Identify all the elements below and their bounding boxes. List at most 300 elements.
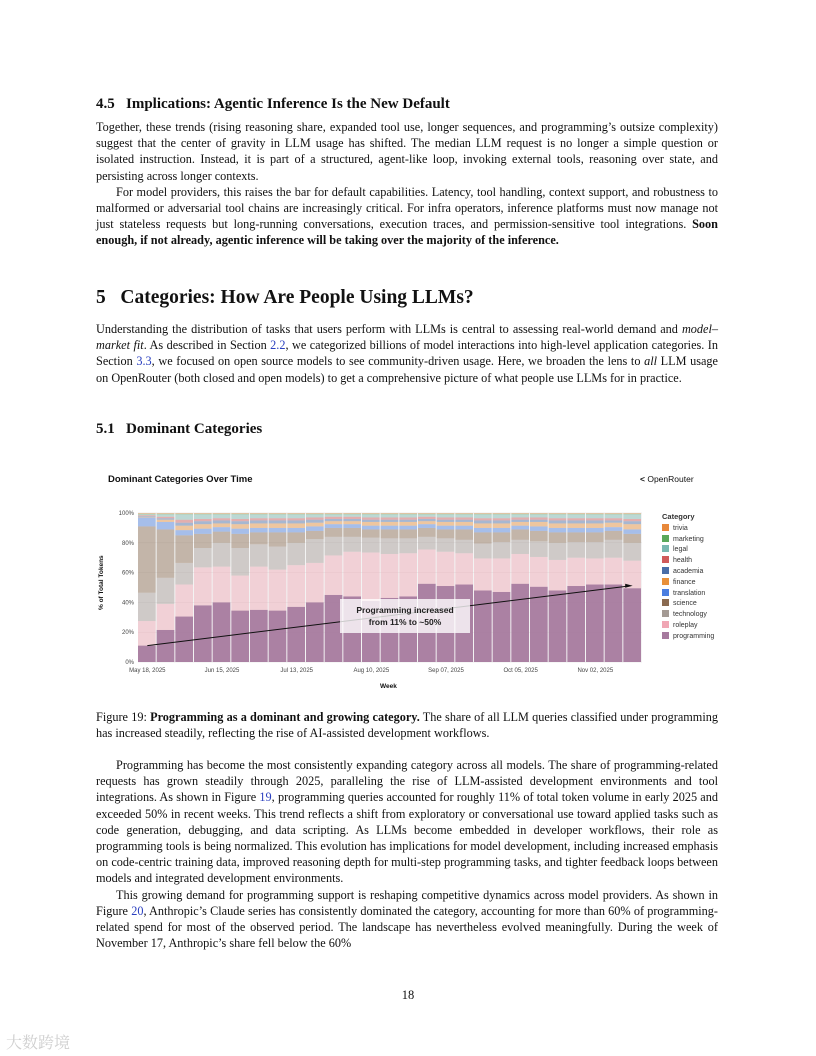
caption-body: The share of all LLM queries classified under programming has increased steadily, reflecting the rise of AI-assisted development workflows. <box>96 710 718 741</box>
bar-segment-health <box>437 517 455 519</box>
bar-segment-trivia <box>157 513 175 514</box>
legend-swatch <box>662 535 669 542</box>
bar-segment-health <box>399 517 417 519</box>
bar-segment-translation <box>175 530 193 535</box>
bar-segment-programming <box>549 590 567 662</box>
bar-segment-technology <box>586 542 604 558</box>
bar-segment-science <box>493 532 511 542</box>
bar-segment-finance <box>343 521 361 524</box>
text: , Anthropic’s Claude series has consistently dominated the category, accounting for more than 60% of programming-related spend for most of the observed period. The landscape has nevertheless evolved meaningfully. During the week of November 17, Anthropic’s share fell below the 60% <box>96 903 718 951</box>
bar-segment-finance <box>586 523 604 527</box>
bar-segment-science <box>437 529 455 538</box>
section-heading <box>96 287 718 309</box>
annotation-line-2: from 11% to ~50% <box>368 617 442 627</box>
bar-segment-health <box>530 517 548 519</box>
bar-segment-legal <box>418 514 436 516</box>
bar-segment-trivia <box>381 513 399 514</box>
bar-segment-technology <box>157 578 175 604</box>
bar-segment-programming <box>269 611 287 662</box>
bar-segment-marketing <box>306 514 324 515</box>
figure-caption <box>96 709 718 741</box>
bar-segment-programming <box>287 607 305 662</box>
bar-segment-legal <box>362 514 380 517</box>
figure-label: Figure 19: <box>96 710 151 724</box>
bar-segment-trivia <box>194 513 212 514</box>
bar-segment-academia <box>511 520 529 522</box>
legend-label: technology <box>673 611 707 619</box>
bar-segment-technology <box>194 548 212 567</box>
legend-label: academia <box>673 567 704 575</box>
bar-segment-science <box>343 528 361 537</box>
bar-segment-health <box>250 518 268 520</box>
bar-segment-health <box>269 518 287 520</box>
bar-segment-roleplay <box>493 558 511 592</box>
bar-segment-marketing <box>231 514 249 515</box>
bar-segment-finance <box>549 523 567 527</box>
x-tick-label: Jun 15, 2025 <box>204 668 240 674</box>
bar-segment-trivia <box>175 513 193 514</box>
text: , we focused on open source models to see community-driven usage. Here, we broaden the lens to <box>151 354 645 369</box>
legend-label: trivia <box>673 524 688 532</box>
bar-segment-finance <box>530 522 548 526</box>
bar-segment-marketing <box>530 514 548 515</box>
bar-segment-translation <box>530 526 548 530</box>
bar-segment-technology <box>511 540 529 554</box>
bar-segment-roleplay <box>418 550 436 584</box>
bar-segment-roleplay <box>381 554 399 598</box>
y-axis-label-text: % of Total Tokens <box>98 555 105 610</box>
bar-segment-science <box>287 532 305 542</box>
bar-segment-finance <box>437 522 455 526</box>
bar-segment-marketing <box>157 514 175 515</box>
bar-segment-roleplay <box>250 567 268 610</box>
bar-segment-roleplay <box>175 585 193 617</box>
x-tick-label: Sep 07, 2025 <box>428 668 464 674</box>
bar-segment-translation <box>511 526 529 530</box>
bar-segment-roleplay <box>269 570 287 611</box>
bar-segment-science <box>157 529 175 577</box>
bar-segment-finance <box>269 523 287 527</box>
x-tick-label: Oct 05, 2025 <box>503 668 538 674</box>
bar-segment-health <box>605 518 623 520</box>
bar-segment-health <box>306 517 324 519</box>
bar-segment-trivia <box>306 513 324 514</box>
bar-segment-science <box>549 532 567 542</box>
bar-segment-legal <box>399 514 417 517</box>
bar-segment-health <box>157 517 175 518</box>
bar-segment-finance <box>325 521 343 524</box>
bar-segment-legal <box>194 514 212 518</box>
x-tick-label: Nov 02, 2025 <box>577 668 614 674</box>
section-link[interactable]: 2.2 <box>270 338 286 353</box>
legend-label: finance <box>673 578 696 586</box>
bar-segment-roleplay <box>287 565 305 607</box>
bar-segment-legal <box>157 514 175 516</box>
bar-segment-translation <box>287 528 305 532</box>
bar-segment-marketing <box>549 514 567 515</box>
bar-segment-marketing <box>399 514 417 515</box>
bar-segment-programming <box>567 586 585 662</box>
bar-segment-technology <box>530 541 548 557</box>
bar-segment-trivia <box>362 513 380 514</box>
bar-segment-trivia <box>567 513 585 514</box>
bar-segment-academia <box>287 520 305 523</box>
caption-title: Programming as a dominant and growing category. <box>150 710 420 724</box>
legend-item-programming <box>662 632 714 643</box>
legend-item-trivia <box>662 524 714 535</box>
bar-segment-trivia <box>325 513 343 514</box>
annotation-line-1: Programming increased <box>356 605 454 615</box>
bar-segment-legal <box>343 514 361 516</box>
bar-segment-translation <box>623 529 641 533</box>
text: Understanding the distribution of tasks that users perform with LLMs is central to assessing real-world demand and <box>96 322 682 336</box>
bar-segment-health <box>567 518 585 520</box>
section-number: 5.1 <box>96 421 115 437</box>
bar-segment-programming <box>474 590 492 662</box>
legend-swatch <box>662 567 669 574</box>
bar-segment-marketing <box>455 514 473 515</box>
bar-segment-finance <box>567 523 585 527</box>
bar-segment-finance <box>399 522 417 526</box>
bar-segment-translation <box>213 527 231 531</box>
bar-segment-academia <box>549 520 567 523</box>
bar-segment-legal <box>437 514 455 517</box>
section-heading <box>96 421 718 438</box>
chart-title: Dominant Categories Over Time <box>108 474 253 485</box>
bar-segment-programming <box>213 602 231 662</box>
bar-segment-technology <box>343 537 361 552</box>
legend-label: programming <box>673 632 715 640</box>
bar-segment-science <box>213 532 231 543</box>
bar-segment-finance <box>623 524 641 529</box>
legend-swatch <box>662 524 669 531</box>
bar-segment-health <box>213 518 231 520</box>
text: This growing demand for programming support is reshaping competitive dynamics across model providers. As shown in Figure <box>96 887 718 918</box>
bar-segment-programming <box>623 588 641 662</box>
bar-segment-finance <box>231 524 249 528</box>
bar-segment-academia <box>175 523 193 526</box>
bar-segment-roleplay <box>157 604 175 630</box>
bar-segment-academia <box>250 520 268 523</box>
paragraph <box>96 887 718 952</box>
bar-segment-health <box>231 519 249 521</box>
bar-segment-marketing <box>343 514 361 515</box>
bar-segment-academia <box>567 520 585 523</box>
bar-segment-roleplay <box>567 558 585 586</box>
bar-segment-technology <box>437 538 455 551</box>
bar-segment-programming <box>250 610 268 662</box>
bar-segment-health <box>455 517 473 519</box>
legend-item-legal <box>662 545 714 556</box>
bar-segment-legal <box>381 514 399 517</box>
x-axis-label: Week <box>380 683 397 690</box>
bar-segment-science <box>362 529 380 537</box>
section-title: Dominant Categories <box>126 421 263 437</box>
caption-text <box>96 709 718 741</box>
bar-segment-trivia <box>138 513 156 514</box>
bar-segment-marketing <box>586 514 604 515</box>
bar-segment-translation <box>455 526 473 530</box>
bar-segment-technology <box>269 547 287 570</box>
bar-segment-health <box>623 519 641 521</box>
bar-segment-science <box>418 528 436 537</box>
bar-segment-trivia <box>269 513 287 514</box>
bar-segment-roleplay <box>605 558 623 585</box>
bar-segment-technology <box>138 593 156 621</box>
bar-segment-legal <box>325 514 343 516</box>
bar-segment-translation <box>399 526 417 530</box>
legend-swatch <box>662 589 669 596</box>
text: , we categorized billions of model interactions into high-level application categories. In Section <box>96 338 718 369</box>
bar-segment-translation <box>437 526 455 530</box>
bar-segment-programming <box>586 585 604 662</box>
bar-segment-trivia <box>399 513 417 514</box>
bar-segment-translation <box>138 517 156 526</box>
italic-text: all <box>644 354 658 369</box>
text: . As described in Section <box>143 338 271 353</box>
bar-segment-marketing <box>175 514 193 515</box>
bar-segment-health <box>381 517 399 519</box>
y-tick-label: 80% <box>121 540 134 547</box>
section-number: 5 <box>96 287 106 308</box>
bar-segment-roleplay <box>362 552 380 600</box>
bar-segment-programming <box>194 605 212 662</box>
bar-segment-finance <box>194 524 212 528</box>
bar-segment-translation <box>418 524 436 528</box>
bar-segment-technology <box>325 537 343 556</box>
bar-segment-trivia <box>231 513 249 514</box>
bar-segment-technology <box>623 543 641 561</box>
bar-segment-technology <box>306 539 324 563</box>
bar-segment-health <box>287 518 305 520</box>
bar-segment-legal <box>306 514 324 517</box>
bar-segment-science <box>455 529 473 539</box>
paragraph: Together, these trends (rising reasoning share, expanded tool use, longer sequences, and programming’s outsize complexity) suggest that the center of gravity in LLM usage has shifted. The median LLM request is no longer a simple question or isolated instruction. Instead, it is part of a structured, agent-like loop, invoking external tools, reasoning over state, and persisting across longer contexts. <box>96 120 718 183</box>
bar-segment-programming <box>325 595 343 662</box>
bar-segment-marketing <box>325 514 343 515</box>
bar-segment-science <box>175 535 193 563</box>
bar-segment-science <box>138 526 156 592</box>
bar-segment-technology <box>567 542 585 558</box>
bar-segment-academia <box>605 520 623 522</box>
bar-segment-finance <box>474 523 492 527</box>
bar-segment-roleplay <box>231 576 249 611</box>
bar-segment-academia <box>213 520 231 523</box>
bar-segment-translation <box>605 527 623 531</box>
bar-segment-legal <box>175 514 193 519</box>
bar-segment-finance <box>138 517 156 518</box>
legend-swatch <box>662 578 669 585</box>
bar-segment-trivia <box>511 513 529 514</box>
legend-item-health <box>662 556 714 567</box>
bar-segment-health <box>362 517 380 519</box>
bar-segment-academia <box>194 521 212 524</box>
bar-segment-trivia <box>213 513 231 514</box>
legend-item-roleplay <box>662 621 714 632</box>
bar-segment-technology <box>250 544 268 566</box>
legend-item-marketing <box>662 535 714 546</box>
bar-segment-roleplay <box>474 558 492 590</box>
bar-segment-technology <box>231 548 249 576</box>
section-link[interactable]: 3.3 <box>136 354 152 369</box>
bar-segment-legal <box>549 514 567 518</box>
bar-segment-trivia <box>549 513 567 514</box>
bar-segment-translation <box>586 528 604 532</box>
bar-segment-technology <box>175 563 193 585</box>
y-tick-label: 60% <box>121 570 134 577</box>
paragraph <box>96 321 718 386</box>
bar-segment-health <box>474 518 492 520</box>
bar-segment-translation <box>194 529 212 534</box>
bar-segment-legal <box>287 514 305 518</box>
bar-segment-finance <box>605 523 623 527</box>
legend-label: health <box>673 557 693 565</box>
bar-segment-science <box>194 534 212 548</box>
bar-segment-programming <box>157 630 175 662</box>
italic-text: model–market fit <box>96 322 718 353</box>
section-5-1 <box>96 421 718 438</box>
bar-segment-marketing <box>623 514 641 515</box>
figure-link[interactable]: 20 <box>131 903 144 918</box>
bar-segment-science <box>399 529 417 538</box>
bar-segment-technology <box>474 544 492 559</box>
bar-segment-finance <box>175 526 193 530</box>
bar-segment-academia <box>231 521 249 524</box>
bar-segment-finance <box>418 521 436 524</box>
openrouter-icon: < <box>640 474 645 484</box>
x-tick-label: Aug 10, 2025 <box>353 668 390 674</box>
bar-segment-technology <box>418 537 436 550</box>
bar-segment-finance <box>362 522 380 526</box>
y-tick-label: 0% <box>125 660 134 666</box>
bar-segment-translation <box>362 526 380 530</box>
bar-segment-academia <box>269 520 287 523</box>
bar-segment-science <box>306 531 324 539</box>
bar-segment-translation <box>306 526 324 530</box>
legend-title: Category <box>662 512 695 521</box>
bar-segment-academia <box>362 520 380 522</box>
watermark: 大数跨境 <box>6 1033 71 1052</box>
bar-segment-legal <box>250 514 268 518</box>
bar-segment-academia <box>586 520 604 523</box>
bar-segment-science <box>530 531 548 541</box>
bar-segment-trivia <box>287 513 305 514</box>
bar-segment-academia <box>399 520 417 522</box>
bar-segment-marketing <box>213 514 231 515</box>
bar-segment-roleplay <box>530 557 548 587</box>
bar-segment-translation <box>343 524 361 528</box>
bar-segment-marketing <box>418 514 436 515</box>
bar-segment-finance <box>511 522 529 526</box>
bar-segment-science <box>381 529 399 538</box>
bar-segment-technology <box>287 543 305 565</box>
bar-segment-legal <box>231 514 249 518</box>
bar-segment-legal <box>213 514 231 518</box>
bar-segment-finance <box>157 520 175 522</box>
bar-segment-marketing <box>567 514 585 515</box>
y-tick-label: 100% <box>118 511 134 517</box>
bar-segment-legal <box>493 514 511 518</box>
paragraph <box>96 184 718 249</box>
legend-label: legal <box>673 546 688 554</box>
bar-segment-translation <box>567 528 585 532</box>
bar-segment-legal <box>269 514 287 518</box>
bar-segment-marketing <box>605 514 623 515</box>
bar-segment-science <box>269 532 287 546</box>
bar-segment-academia <box>343 519 361 521</box>
bar-segment-technology <box>213 543 231 567</box>
bar-segment-academia <box>530 520 548 522</box>
figure-link[interactable]: 19 <box>259 790 272 805</box>
bar-segment-roleplay <box>511 554 529 584</box>
bar-segment-legal <box>605 514 623 518</box>
legend-item-science <box>662 599 714 610</box>
bar-segment-academia <box>138 516 156 517</box>
bar-segment-health <box>194 519 212 521</box>
bar-segment-programming <box>175 617 193 662</box>
bar-segment-legal <box>511 514 529 517</box>
bar-segment-roleplay <box>549 560 567 591</box>
brand-name: OpenRouter <box>647 474 694 484</box>
bar-segment-academia <box>381 520 399 522</box>
bar-segment-health <box>586 518 604 520</box>
bar-segment-marketing <box>437 514 455 515</box>
bar-segment-science <box>474 532 492 543</box>
bar-segment-finance <box>455 522 473 526</box>
bar-segment-academia <box>306 520 324 523</box>
legend-item-translation <box>662 589 714 600</box>
x-tick-label: May 18, 2025 <box>129 668 166 674</box>
bar-segment-academia <box>325 519 343 521</box>
bar-segment-roleplay <box>138 621 156 646</box>
legend-item-finance <box>662 578 714 589</box>
legend-label: science <box>673 600 697 608</box>
bar-segment-health <box>343 517 361 519</box>
bar-segment-roleplay <box>455 553 473 584</box>
bar-segment-programming <box>306 602 324 662</box>
bar-segment-health <box>418 517 436 519</box>
legend-swatch <box>662 632 669 639</box>
bar-segment-finance <box>287 523 305 527</box>
bar-segment-finance <box>493 523 511 527</box>
page-number: 18 <box>401 988 415 1002</box>
bar-segment-translation <box>250 528 268 532</box>
bar-segment-translation <box>549 528 567 532</box>
section-4-5 <box>96 96 718 249</box>
bar-segment-roleplay <box>325 555 343 594</box>
bar-segment-technology <box>493 542 511 558</box>
dominant-categories-chart <box>96 460 718 700</box>
legend-swatch <box>662 545 669 552</box>
bar-segment-marketing <box>474 514 492 515</box>
bar-segment-marketing <box>287 514 305 515</box>
bar-segment-marketing <box>362 514 380 515</box>
bar-segment-legal <box>455 514 473 517</box>
bar-segment-legal <box>138 514 156 515</box>
bar-segment-programming <box>138 646 156 662</box>
y-tick-label: 40% <box>121 600 134 607</box>
legend-item-technology <box>662 610 714 621</box>
bar-segment-legal <box>530 514 548 517</box>
bar-segment-translation <box>231 529 249 534</box>
bar-segment-translation <box>325 524 343 528</box>
legend-swatch <box>662 610 669 617</box>
bar-segment-roleplay <box>437 552 455 586</box>
bar-segment-academia <box>623 521 641 524</box>
bar-segment-legal <box>567 514 585 518</box>
text: , programming queries accounted for roughly 11% of total token volume in early 2025 and exceeded 50% in recent weeks. This trend reflects a shift from exploratory or conversational use toward applied tasks such as code generation, debugging, and data scripting. As LLMs become embedded in developer workflows, their role as programming tools is being normalized. This evolution has implications for model development, including increased emphasis on code-centric training data, improved reasoning depth for multi-step programming tasks, and tighter feedback loops between models and integrated development environments. <box>96 790 718 886</box>
text: LLM usage on OpenRouter (both closed and open models) to get a comprehensive picture of what people use LLMs for in practice. <box>96 354 718 385</box>
